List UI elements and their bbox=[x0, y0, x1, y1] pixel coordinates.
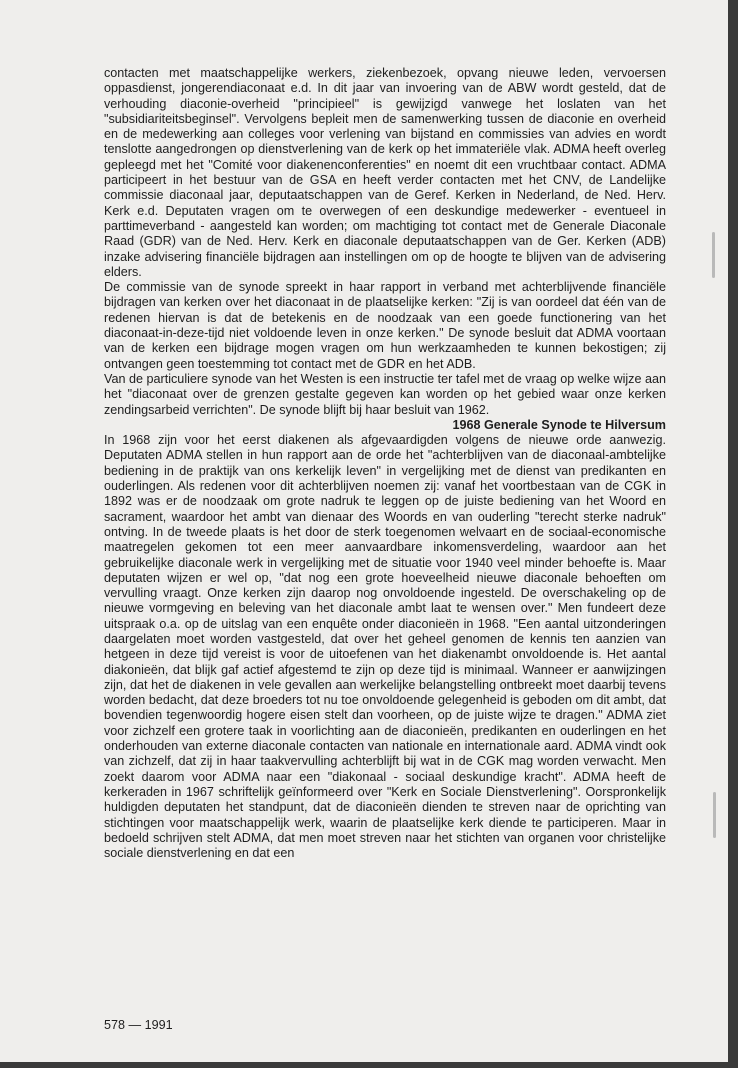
body-text bbox=[104, 66, 666, 861]
paragraph: De commissie van de synode spreekt in haar rapport in verband met achterblijvende financiële bijdragen van kerken over het diaconaat in de plaatselijke kerken: "Zij is van oordeel dat één van de redenen hiervan is dat de betekenis en de noodzaak van een goede functionering van het diaconaat-in-deze-tijd niet voldoende leven in onze kerken." De synode besluit dat ADMA voortaan van de kerken een bijdrage mogen vragen om hun werkzaamheden te kunnen bekostigen; zij ontvangen geen toestemming tot contact met de GDR en het ADB. bbox=[104, 280, 666, 371]
paragraph: Van de particuliere synode van het Westen is een instructie ter tafel met de vraag op welke wijze aan het "diaconaat over de grenzen gestalte gegeven kan worden op het gebied waar onze kerken zendingsarbeid verrichten". De synode blijft bij haar besluit van 1962. bbox=[104, 371, 666, 417]
paragraph: contacten met maatschappelijke werkers, ziekenbezoek, opvang nieuwe leden, vervoersen oppasdienst, jongerendiaconaat e.d. In dit jaar van invoering van de ABW wordt gesteld, dat de verhouding diaconie-overheid "principieel" is gewijzigd vanwege het loslaten van het "subsidiariteitsbeginsel". Vervolgens bepleit men de samenwerking tussen de diaconie en overheid en de medewerking aan colleges voor verlening van bijstand en commissies van advies en wordt tenslotte aangedrongen op dienstverlening van de kerk op het immateriële vlak. ADMA heeft overleg gepleegd met het "Comité voor diakenenconferenties" en noemt dit een vruchtbaar contact. ADMA participeert in het bestuur van de GSA en heeft verder contacten met het CNV, de Landelijke commissie diaconaal jaar, deputaatschappen van de Geref. Kerken in Nederland, de Ned. Herv. Kerk e.d. Deputaten vragen om te overwegen of een deskundige medewerker - eventueel in parttimeverband - aangesteld kan worden; om machtiging tot contact met de Generale Diaconale Raad (GDR) van de Ned. Herv. Kerk en diaconale deputaatschappen van de Ger. Kerken (ADB) inzake advisering financiële bijdragen aan instellingen om op de hoogte te blijven van de advisering elders. bbox=[104, 66, 666, 279]
margin-pencil-mark bbox=[713, 792, 716, 838]
scan-edge-right bbox=[728, 0, 738, 1068]
section-heading: 1968 Generale Synode te Hilversum bbox=[452, 417, 666, 432]
margin-pencil-mark bbox=[712, 232, 715, 278]
paragraph: In 1968 zijn voor het eerst diakenen als afgevaardigden volgens de nieuwe orde aanwezig. Deputaten ADMA stellen in hun rapport aan de orde het "achterblijven van de diaconaal-ambtelijke bediening in de praktijk van ons kerkelijk leven" in vergelijking met de dienst van predikanten en ouderlingen. Als redenen voor dit achterblijven noemen zij: vanaf het voortbestaan van de CGK in 1892 was er de noodzaak om grote nadruk te leggen op de juiste bediening van het Woord en sacrament, waardoor het ambt van dienaar des Woords en van ouderling "terecht sterke nadruk" ontving. In de tweede plaats is het door de sterk toegenomen welvaart en de sociaal-economische maatregelen gekomen tot een meer aanvaardbare inkomensverdeling, waardoor aan het gebruikelijke diaconale werk in vergelijking met de situatie voor 1940 veel minder behoefte is. Maar deputaten wijzen er wel op, "dat nog een grote hoeveelheid nieuwe diaconale behoeften om vervulling vraagt. Onze kerken zijn daarop nog onvoldoende ingesteld. De overschakeling op de nieuwe vormgeving en beleving van het diaconale ambt laat te wensen over." Men fundeert deze uitspraak o.a. op de uitslag van een enquête onder diaconieën in 1968. "Een aantal uitzonderingen daargelaten moet worden vastgesteld, dat over het geheel genomen de kennis ten aanzien van hetgeen in deze tijd vereist is voor de uitoefenen van het diakenambt onvoldoende is. Het aantal diakonieën, dat blijk gaf actief afgestemd te zijn op deze tijd is minimaal. Wanneer er aanwijzingen zijn, dat het de diakenen in vele gevallen aan werkelijke belangstelling ontbreekt moet daarbij tevens worden bedacht, dat deze broeders tot nu toe onvoldoende gelegenheid is geboden om dit ambt, dat bovendien tegenwoordig hogere eisen stelt dan voorheen, op de juiste wijze te dragen." ADMA ziet voor zichzelf een grotere taak in voorlichting aan de diaconieën, predikanten en ouderlingen en het onderhouden van externe diaconale contacten van nationale en internationale aard. ADMA vindt ook van zichzelf, dat zij in haar taakvervulling achterblijft bij wat in de CGK mag worden verwacht. Men zoekt daarom voor ADMA naar een "diakonaal - sociaal deskundige kracht". ADMA heeft de kerkeraden in 1967 schriftelijk geïnformeerd over "Kerk en Sociale Dienstverlening". Oorspronkelijk huldigden deputaten het standpunt, dat de diaconieën dienden te streven naar de oprichting van stichtingen voor maatschappelijk werk, waarin de plaatselijke kerk diende te participeren. Maar in bedoeld schrijven stelt ADMA, dat men moet streven naar het stichten van organen voor christelijke sociale dienstverlening en dat een bbox=[104, 433, 666, 861]
page-number: 578 — 1991 bbox=[104, 1018, 173, 1032]
scan-edge-bottom bbox=[0, 1062, 738, 1068]
